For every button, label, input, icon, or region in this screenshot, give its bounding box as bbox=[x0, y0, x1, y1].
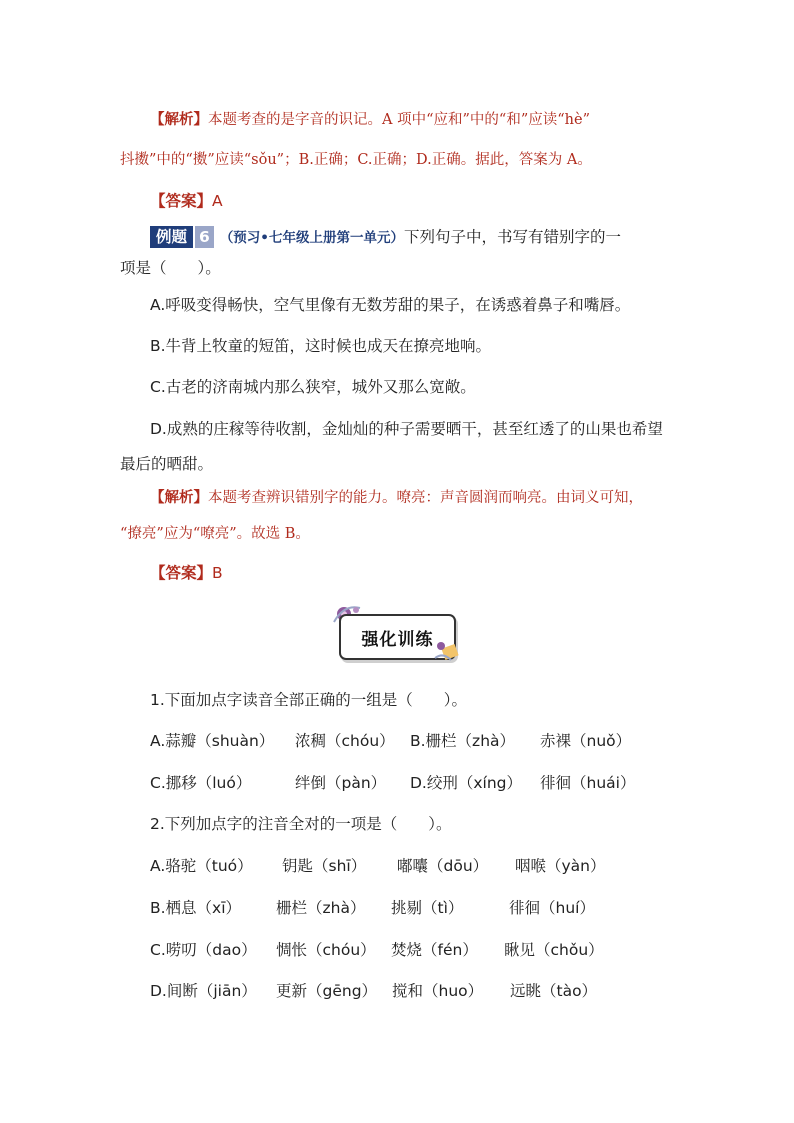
example-option-d-continued: 最后的晒甜。 bbox=[120, 455, 214, 473]
q1-item: A.蒜瓣（shuàn） bbox=[150, 732, 275, 750]
analysis-tag: 【解析】 bbox=[150, 111, 208, 128]
q2-item: 钥匙（shī） bbox=[282, 857, 367, 875]
q2-item: A.骆驼（tuó） bbox=[150, 857, 253, 875]
analysis-tag: 【解析】 bbox=[150, 489, 208, 506]
analysis-text: 本题考查辨识错别字的能力。嘹亮：声音圆润而响亮。由词义可知， bbox=[208, 490, 643, 506]
answer-value: A bbox=[212, 192, 223, 210]
banner-title: 强化训练 bbox=[361, 630, 434, 650]
question-2-row-d bbox=[150, 980, 597, 1002]
answer-1 bbox=[150, 190, 223, 212]
analysis-2-line-1 bbox=[150, 487, 643, 509]
example-stem: 下列句子中，书写有错别字的一 bbox=[403, 228, 621, 246]
example-option-b: B.牛背上牧童的短笛，这时候也成天在撩亮地响。 bbox=[150, 337, 492, 355]
q1-item: 浓稠（chóu） bbox=[295, 732, 395, 750]
analysis-2-line-2: “撩亮”应为“嘹亮”。故选 B。 bbox=[120, 526, 310, 542]
q2-item: 更新（gēng） bbox=[276, 982, 378, 1000]
leaf-decoration-icon bbox=[433, 638, 463, 664]
example-badge: 例题 bbox=[150, 226, 193, 248]
q1-item: D.绞刑（xíng） bbox=[410, 774, 523, 792]
question-1-stem: 1.下面加点字读音全部正确的一组是（ ）。 bbox=[150, 691, 468, 709]
q2-item: 搅和（huo） bbox=[392, 982, 484, 1000]
q1-item: B.栅栏（zhà） bbox=[410, 732, 516, 750]
analysis-1-line-2: 抖擞”中的“擞”应读“sǒu”；B.正确；C.正确；D.正确。据此，答案为 A。 bbox=[120, 152, 592, 168]
q2-item: 徘徊（huí） bbox=[509, 899, 595, 917]
example-6-stem-line-2: 项是（ ）。 bbox=[120, 259, 221, 277]
q2-item: 远眺（tào） bbox=[510, 982, 598, 1000]
q1-item: 徘徊（huái） bbox=[540, 774, 636, 792]
q2-item: 栅栏（zhà） bbox=[276, 899, 366, 917]
q2-item: 焚烧（fén） bbox=[391, 941, 478, 959]
q2-item: B.栖息（xī） bbox=[150, 899, 242, 917]
question-2-stem: 2.下列加点字的注音全对的一项是（ ）。 bbox=[150, 815, 452, 833]
example-6-stem-line-1 bbox=[150, 226, 621, 249]
question-2-row-b bbox=[150, 897, 595, 919]
example-number: 6 bbox=[195, 226, 214, 248]
q2-item: 咽喉（yàn） bbox=[515, 857, 606, 875]
q2-item: C.唠叨（dao） bbox=[150, 941, 257, 959]
example-option-c: C.古老的济南城内那么狭窄，城外又那么宽敞。 bbox=[150, 378, 476, 396]
q1-item: 绊倒（pàn） bbox=[295, 774, 387, 792]
example-option-d: D.成熟的庄稼等待收割，金灿灿的种子需要晒干，甚至红透了的山果也希望 bbox=[150, 420, 663, 438]
answer-tag: 【答案】 bbox=[150, 564, 213, 582]
answer-value: B bbox=[212, 564, 223, 582]
q2-item: 瞅见（chǒu） bbox=[504, 941, 604, 959]
analysis-1-line-1 bbox=[150, 109, 590, 131]
question-2-row-a bbox=[150, 855, 606, 877]
answer-tag: 【答案】 bbox=[150, 192, 213, 210]
example-option-a: A.呼吸变得畅快，空气里像有无数芳甜的果子，在诱惑着鼻子和嘴唇。 bbox=[150, 296, 631, 314]
q2-item: 嘟囔（dōu） bbox=[397, 857, 489, 875]
q1-item: C.挪移（luó） bbox=[150, 774, 252, 792]
q2-item: 挑剔（tì） bbox=[391, 899, 464, 917]
question-1-row-1 bbox=[150, 730, 631, 752]
q2-item: D.间断（jiān） bbox=[150, 982, 257, 1000]
q1-item: 赤裸（nuǒ） bbox=[540, 732, 632, 750]
analysis-text: 本题考查的是字音的识记。A 项中“应和”中的“和”应读“hè” bbox=[208, 112, 590, 128]
question-2-row-c bbox=[150, 939, 604, 961]
example-source: （预习•七年级上册第一单元） bbox=[219, 230, 404, 246]
q2-item: 惆怅（chóu） bbox=[276, 941, 376, 959]
answer-2 bbox=[150, 562, 223, 584]
question-1-row-2 bbox=[150, 772, 635, 794]
